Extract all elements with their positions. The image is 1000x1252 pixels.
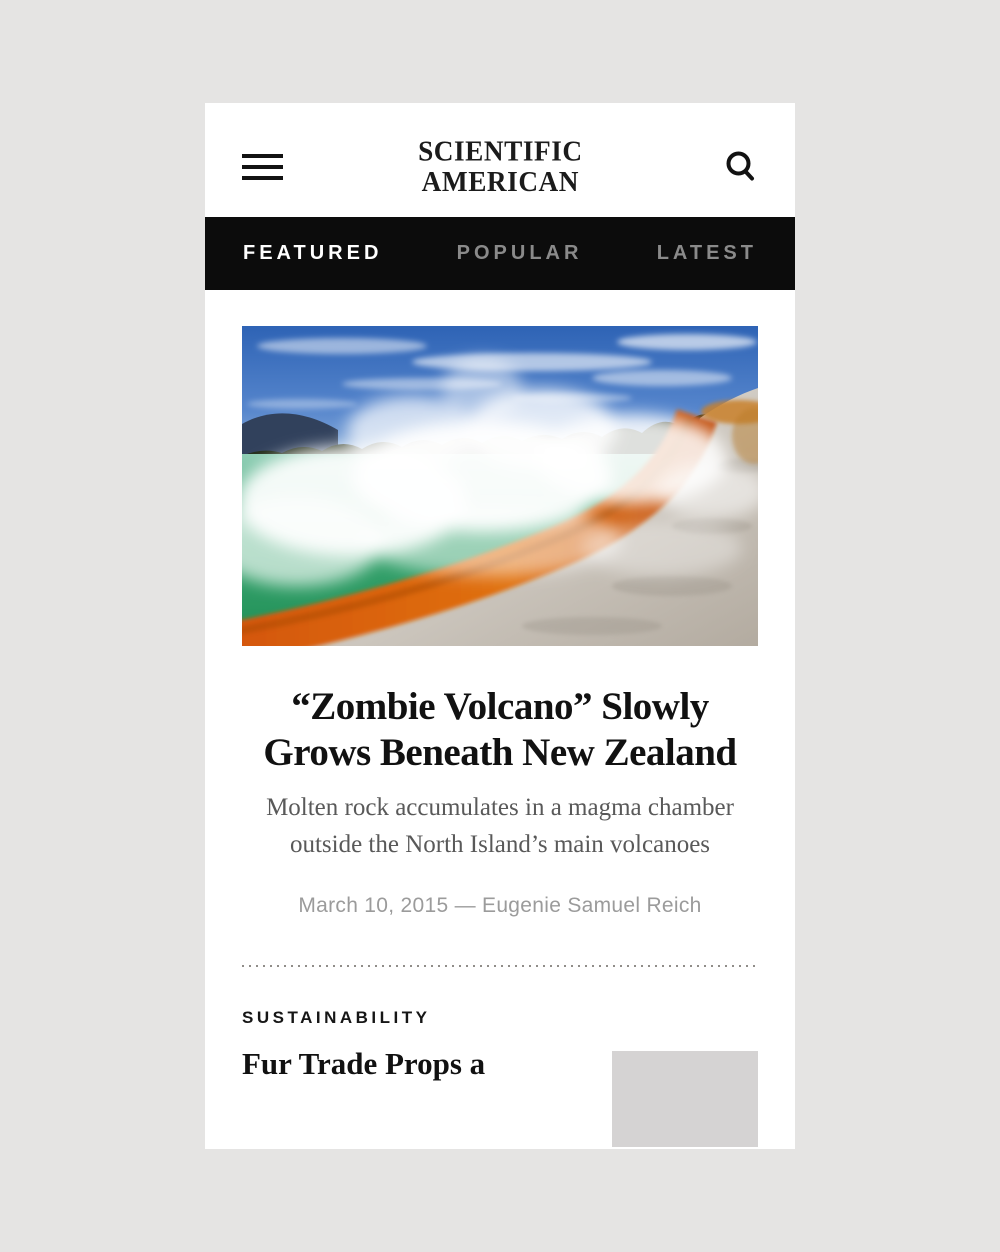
app-card xyxy=(205,103,795,1149)
hamburger-icon xyxy=(242,154,283,158)
tab-popular[interactable]: POPULAR xyxy=(456,242,583,264)
magnifier-icon xyxy=(724,150,758,184)
next-article-thumbnail[interactable] xyxy=(612,1051,758,1147)
tab-latest[interactable]: LATEST xyxy=(656,242,757,264)
section-tabs xyxy=(205,217,795,290)
featured-article-byline: March 10, 2015 — Eugenie Samuel Reich xyxy=(298,894,702,917)
next-article-headline[interactable]: Fur Trade Props a xyxy=(242,1046,486,1081)
logo-line-2: AMERICAN xyxy=(421,165,579,198)
search-button[interactable] xyxy=(717,150,758,184)
next-article-category[interactable]: SUSTAINABILITY xyxy=(242,1008,431,1027)
menu-button[interactable] xyxy=(242,154,283,180)
featured-article-title[interactable]: “Zombie Volcano” Slowly Grows Beneath New Zealand xyxy=(263,685,737,774)
main-content xyxy=(205,326,795,1147)
dotted-divider xyxy=(242,965,758,967)
featured-article-subtitle: Molten rock accumulates in a magma chamber outside the North Island’s main volcanoes xyxy=(266,794,734,858)
next-article-row xyxy=(242,1045,758,1147)
tab-featured[interactable]: FEATURED xyxy=(243,242,383,264)
logo-line-1: SCIENTIFIC xyxy=(417,135,583,167)
header xyxy=(205,103,795,217)
scientific-american-logo[interactable] xyxy=(418,137,583,197)
featured-article-image[interactable] xyxy=(242,326,758,646)
